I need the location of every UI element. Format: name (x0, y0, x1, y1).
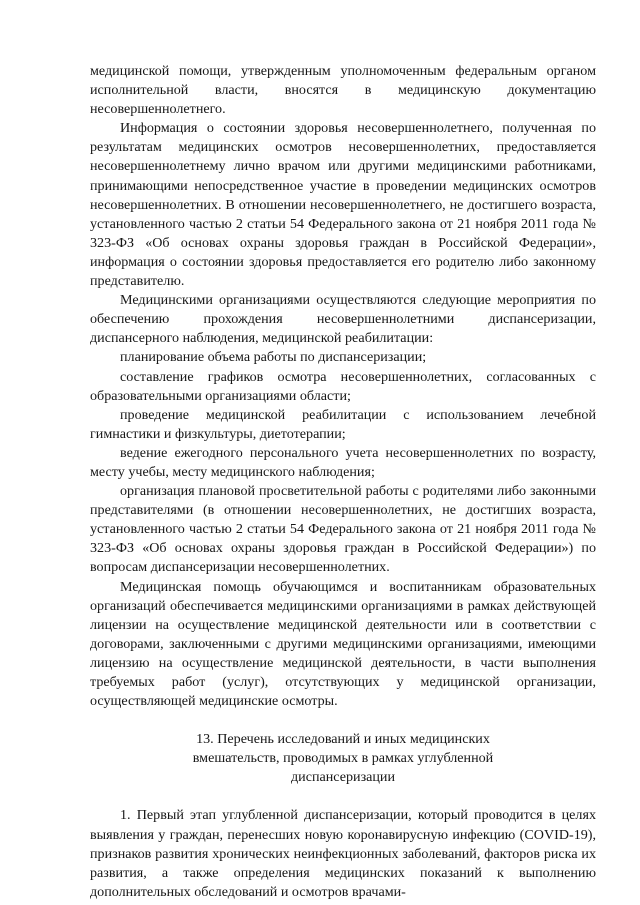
document-page (90, 62, 596, 902)
paragraph-measures-intro: Медицинскими организациями осуществляются следующие мероприятия по обеспечению прохождения несовершеннолетними диспансеризации, диспансерного наблюдения, медицинской реабилитации: (90, 292, 596, 347)
paragraph-health-info: Информация о состоянии здоровья несовершеннолетнего, полученная по результатам медицинских осмотров несовершеннолетних, предоставляется несовершеннолетнему лично врачом или другими медицинскими работниками, принимающими непосредственное участие в проведении медицинских осмотров несовершеннолетних. В отношении несовершеннолетнего, не достигшего возраста, установленного частью 2 статьи 54 Федерального закона от 21 ноября 2011 года № 323-ФЗ «Об основах охраны здоровья граждан в Российской Федерации», информация о состоянии здоровья предоставляется его родителю либо законному представителю. (90, 120, 596, 290)
paragraph-continuation: медицинской помощи, утвержденным уполномоченным федеральным органом исполнительной власти, вносятся в медицинскую документацию несовершеннолетнего. (90, 63, 596, 118)
list-item-rehabilitation: проведение медицинской реабилитации с использованием лечебной гимнастики и физкультуры, диетотерапии; (90, 406, 596, 442)
list-item-planning: планирование объема работы по диспансеризации; (120, 349, 427, 366)
list-item-accounting: ведение ежегодного персонального учета несовершеннолетних по возрасту, месту учебы, месту медицинского наблюдения; (90, 444, 596, 480)
paragraph-first-stage: 1. Первый этап углубленной диспансеризации, который проводится в целях выявления у граждан, перенесших новую коронавирусную инфекцию (COVID-19), признаков развития хронических неинфекционных заболеваний, факторов риска их развития, а также определения медицинских показаний к выполнению дополнительных обследований и осмотров врачами- (90, 807, 596, 900)
list-item-schedules: составление графиков осмотра несовершеннолетних, согласованных с образовательными организациями области; (90, 368, 596, 404)
paragraph-medical-help: Медицинская помощь обучающимся и воспитанникам образовательных организаций обеспечивается медицинскими организациями в рамках действующей лицензии на осуществление медицинской деятельности или в соответствии с договорами, заключенными с другими медицинскими организациями, имеющими лицензию на осуществление медицинской деятельности, в части выполнения требуемых работ (услуг), отсутствующих у медицинской организации, осуществляющей медицинские осмотры. (90, 578, 596, 710)
list-item-education-work: организация плановой просветительной работы с родителями либо законными представителями (в отношении несовершеннолетних, не достигших возраста, установленного частью 2 статьи 54 Федерального закона от 21 ноября 2011 года № 323-ФЗ «Об основах охраны здоровья граждан в Российской Федерации») по вопросам диспансеризации несовершеннолетних. (90, 483, 596, 576)
section-heading: 13. Перечень исследований и иных медицинских вмешательств, проводимых в рамках углубленной диспансеризации (192, 731, 494, 786)
